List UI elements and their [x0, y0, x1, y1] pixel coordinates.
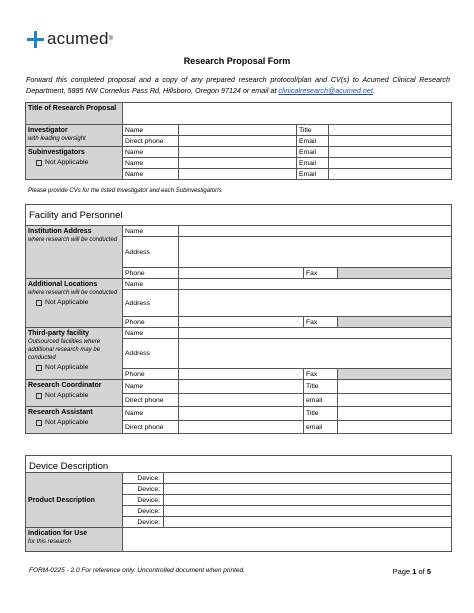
- coordinator-label: Research Coordinator Not Applicable: [26, 380, 123, 407]
- brand-name: acumed: [47, 29, 109, 48]
- investigator-phone-label: Direct phone: [123, 136, 179, 147]
- device-label: Device:: [123, 506, 164, 517]
- assistant-phone-field[interactable]: [179, 421, 304, 434]
- assistant-phone-label: Direct phone: [123, 421, 179, 434]
- additional-phone-label: Phone: [123, 317, 179, 328]
- device-label: Device:: [123, 473, 164, 484]
- third-party-fax-field[interactable]: [338, 369, 452, 380]
- assistant-label: Research Assistant Not Applicable: [26, 407, 123, 434]
- subinv-name-field[interactable]: [179, 158, 297, 169]
- investigator-name-field[interactable]: [179, 125, 297, 136]
- checkbox-icon: [36, 365, 42, 371]
- investigator-email-field[interactable]: [329, 136, 452, 147]
- device-field[interactable]: [164, 495, 452, 506]
- assistant-not-applicable-checkbox[interactable]: Not Applicable: [28, 419, 88, 426]
- institution-phone-label: Phone: [123, 268, 179, 279]
- intro-end: .: [372, 86, 375, 95]
- investigator-title-label: Title: [297, 125, 329, 136]
- third-party-address-field[interactable]: [179, 339, 452, 369]
- third-party-phone-label: Phone: [123, 369, 179, 380]
- additional-phone-field[interactable]: [179, 317, 304, 328]
- page-indicator: Page 1 of 5: [392, 567, 431, 576]
- institution-fax-label: Fax: [304, 268, 338, 279]
- facility-table: [25, 225, 452, 434]
- subinv-email-label: Email: [297, 158, 329, 169]
- third-party-name-field[interactable]: [179, 328, 452, 339]
- third-party-address-label: Address: [123, 339, 179, 369]
- device-field[interactable]: [164, 484, 452, 495]
- coordinator-not-applicable-checkbox[interactable]: Not Applicable: [28, 392, 88, 399]
- additional-fax-label: Fax: [304, 317, 338, 328]
- product-description-label: Product Description: [26, 473, 123, 528]
- institution-address-field[interactable]: [179, 237, 452, 268]
- subinv-email-field[interactable]: [329, 158, 452, 169]
- acumed-logo: [27, 28, 113, 50]
- title-label: Title of Research Proposal: [26, 103, 123, 125]
- subinv-email-label: Email: [297, 147, 329, 158]
- third-party-label: Third-party facility Outsourced facilities where additional research may be conducted Not Applicable: [26, 328, 123, 380]
- third-party-name-label: Name: [123, 328, 179, 339]
- intro-text: [26, 74, 450, 96]
- device-field[interactable]: [164, 473, 452, 484]
- subinv-email-field[interactable]: [329, 147, 452, 158]
- additional-address-label: Address: [123, 290, 179, 317]
- subinv-name-field[interactable]: [179, 147, 297, 158]
- institution-phone-field[interactable]: [179, 268, 304, 279]
- footer-doc-id: FORM-0225 - 2.0 For reference only. Uncontrolled document when printed.: [29, 567, 245, 574]
- checkbox-icon: [36, 393, 42, 399]
- assistant-name-field[interactable]: [179, 407, 304, 421]
- investigator-title-field[interactable]: [329, 125, 452, 136]
- coordinator-phone-label: Direct phone: [123, 394, 179, 407]
- cv-note: Please provide CVs for the listed Investigator and each Subinvestigator/s: [28, 188, 222, 194]
- assistant-title-field[interactable]: [338, 407, 452, 421]
- device-heading: Device Description: [25, 455, 452, 476]
- coordinator-name-field[interactable]: [179, 380, 304, 394]
- checkbox-icon: [36, 300, 42, 306]
- investigator-name-label: Name: [123, 125, 179, 136]
- additional-not-applicable-checkbox[interactable]: Not Applicable: [28, 299, 88, 306]
- assistant-title-label: Title: [304, 407, 338, 421]
- coordinator-email-field[interactable]: [338, 394, 452, 407]
- third-party-not-applicable-checkbox[interactable]: Not Applicable: [28, 364, 88, 371]
- third-party-fax-label: Fax: [304, 369, 338, 380]
- institution-name-label: Name: [123, 226, 179, 237]
- footer: [29, 567, 431, 576]
- additional-fax-field[interactable]: [338, 317, 452, 328]
- additional-name-field[interactable]: [179, 279, 452, 290]
- indication-field[interactable]: [123, 528, 452, 552]
- third-party-phone-field[interactable]: [179, 369, 304, 380]
- coordinator-title-field[interactable]: [338, 380, 452, 394]
- assistant-email-field[interactable]: [338, 421, 452, 434]
- assistant-name-label: Name: [123, 407, 179, 421]
- device-label: Device:: [123, 495, 164, 506]
- institution-name-field[interactable]: [179, 226, 452, 237]
- device-field[interactable]: [164, 517, 452, 528]
- institution-address-label: Address: [123, 237, 179, 268]
- brand-reg: ®: [108, 36, 114, 42]
- checkbox-icon: [36, 420, 42, 426]
- device-label: Device:: [123, 484, 164, 495]
- additional-label: Additional Locations where research will be conducted Not Applicable: [26, 279, 123, 328]
- coordinator-email-label: email: [304, 394, 338, 407]
- plus-icon: [27, 31, 44, 48]
- subinvestigators-label: Subinvestigators Not Applicable: [26, 147, 123, 180]
- coordinator-phone-field[interactable]: [179, 394, 304, 407]
- subinv-name-label: Name: [123, 147, 179, 158]
- coordinator-title-label: Title: [304, 380, 338, 394]
- assistant-email-label: email: [304, 421, 338, 434]
- email-link[interactable]: clinicalresearch@acumed.net: [278, 86, 373, 95]
- subinv-name-field[interactable]: [179, 169, 297, 180]
- device-field[interactable]: [164, 506, 452, 517]
- subinv-email-label: Email: [297, 169, 329, 180]
- facility-heading: Facility and Personnel: [25, 204, 452, 225]
- institution-fax-field[interactable]: [338, 268, 452, 279]
- subinv-email-field[interactable]: [329, 169, 452, 180]
- coordinator-name-label: Name: [123, 380, 179, 394]
- device-table: [25, 472, 452, 552]
- device-label: Device:: [123, 517, 164, 528]
- subinv-not-applicable-checkbox[interactable]: Not Applicable: [28, 159, 88, 166]
- institution-label: Institution Address where research will be conducted: [26, 226, 123, 279]
- investigator-label: Investigator with leading oversight: [26, 125, 123, 147]
- page-title: Research Proposal Form: [183, 56, 291, 66]
- investigator-phone-field[interactable]: [179, 136, 297, 147]
- investigator-email-label: Email: [297, 136, 329, 147]
- indication-label: Indication for Use for this research: [26, 528, 123, 552]
- general-table: [25, 102, 452, 180]
- subinv-name-label: Name: [123, 158, 179, 169]
- intro-body: Forward this completed proposal and a copy of any prepared research protocol/plan and CV(s) to Acumed Clinical Research Department, 5885 NW Cornelius Pass Rd, Hillsboro, Oregon 97124 or email at: [26, 75, 450, 95]
- checkbox-icon: [36, 160, 42, 166]
- additional-name-label: Name: [123, 279, 179, 290]
- additional-address-field[interactable]: [179, 290, 452, 317]
- title-field[interactable]: [123, 103, 452, 125]
- subinv-name-label: Name: [123, 169, 179, 180]
